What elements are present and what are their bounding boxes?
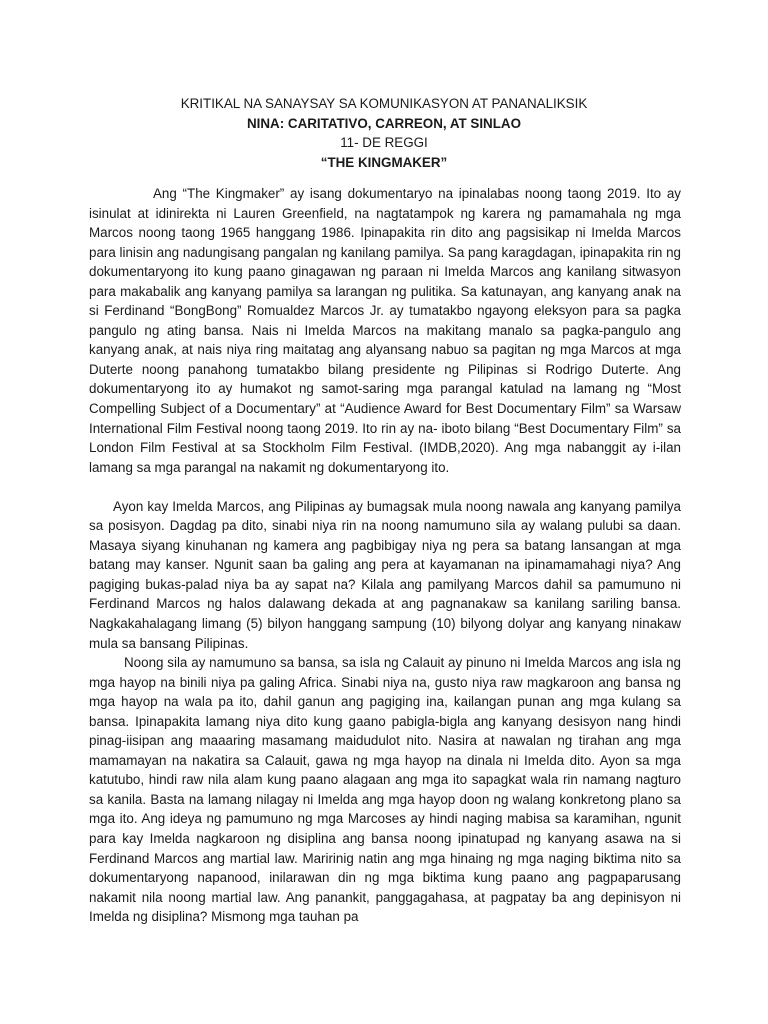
paragraph-3: Noong sila ay namumuno sa bansa, sa isla ng Calauit ay pinuno ni Imelda Marcos ang isla ng mga hayop na binili niya pa galing Africa. Sinabi niya na, gusto niya raw magkaroon ang bansa ng mga hayop na wala pa ito, dahil ganun ang pagiging ina, kailangan punan ang mga kulang sa bansa. Ipinapakita lamang niya dito kung gaano pabigla-bigla ang kanyang desisyon nang hindi pinag-iisipan ang maaaring masamang maidudulot nito. Nasira at nawalan ng tirahan ang mga mamamayan na nakatira sa Calauit, gawa ng mga hayop na dinala ni Imelda dito. Ayon sa mga katutubo, hindi raw nila alam kung paano alagaan ang mga ito sapagkat wala rin namang nagturo sa kanila. Basta na lamang nilagay ni Imelda ang mga hayop doon ng walang konkretong plano sa mga ito. Ang ideya ng pamumuno ng mga Marcoses ay hindi naging mabisa sa karamihan, ngunit para kay Imelda nagkaroon ng disiplina ang bansa noong ipinatupad ng kanyang asawa na si Ferdinand Marcos ang martial law. Maririnig natin ang mga hinaing ng mga naging biktima nito sa dokumentaryong napanood, inilarawan din ng mga biktima kung paano ang pagpaparusang nakamit nila noong martial law. Ang panankit, panggagahasa, at pagpatay ba ang depinisyon ni Imelda ng disiplina? Mismong mga tauhan pa (89, 655, 681, 925)
paragraph-1: Ang “The Kingmaker” ay isang dokumentaryo na ipinalabas noong taong 2019. Ito ay isinulat at idinirekta ni Lauren Greenfield, na nagtatampok ng karera ng pamamahala ng mga Marcos noong taong 1965 hanggang 1986. Ipinapakita rin dito ang pagsisikap ni Imelda Marcos para linisin ang nadungisang pangalan ng kanilang pamilya. Sa pang karagdagan, ipinapakita rin ng dokumentaryong ito kung paano ginagawan ng paraan ni Imelda Marcos ang kanilang sitwasyon para makabalik ang kanyang pamilya sa larangan ng pulitika. Sa katunayan, ang kanyang anak na si Ferdinand “BongBong” Romualdez Marcos Jr. ay tumatakbo ngayong eleksyon para sa pagka pangulo ng ating bansa. Nais ni Imelda Marcos na makitang manalo sa pagka-pangulo ang kanyang anak, at nais niya ring maitatag ang alyansang nabuo sa pagitan ng mga Marcos at mga Duterte noong panahong tumatakbo bilang presidente ng Pilipinas si Rodrigo Duterte. Ang dokumentaryong ito ay humakot ng samot-saring mga parangal katulad na lamang ng “Most Compelling Subject of a Documentary” at “Audience Award for Best Documentary Film” sa Warsaw International Film Festival noong taong 2019. Ito rin ay na- iboto bilang “Best Documentary Film” sa London Film Festival at sa Stockholm Film Festival. (IMDB,2020). Ang mga nabanggit ay i-ilan lamang sa mga parangal na nakamit ng dokumentaryong ito. (89, 186, 681, 475)
essay-body (89, 184, 681, 927)
document-header (0, 94, 768, 172)
document-title: KRITIKAL NA SANAYSAY SA KOMUNIKASYON AT PANANALIKSIK (180, 96, 588, 111)
section-line: 11- DE REGGI (340, 135, 428, 150)
paragraph-2: Ayon kay Imelda Marcos, ang Pilipinas ay bumagsak mula noong nawala ang kanyang pamilya sa posisyon. Dagdag pa dito, sinabi niya rin na noong namumuno sila ay walang pulubi sa daan. Masaya siyang kinuhanan ng kamera ang pagbibigay niya ng pera sa batang lansangan at mga batang may kanser. Ngunit saan ba galing ang pera at kayamanan na ipinamamahagi niya? Ang pagiging bukas-palad niya ba ay sapat na? Kilala ang pamilyang Marcos dahil sa pamumuno ni Ferdinand Marcos ng halos dalawang dekada at ang pagnanakaw sa kanilang sariling bansa. Nagkakahalagang limang (5) bilyon hanggang sampung (10) bilyong dolyar ang kanyang ninakaw mula sa bansang Pilipinas. (89, 498, 681, 651)
film-title: “THE KINGMAKER” (320, 154, 448, 170)
authors-line: NINA: CARITATIVO, CARREON, AT SINLAO (247, 115, 521, 131)
